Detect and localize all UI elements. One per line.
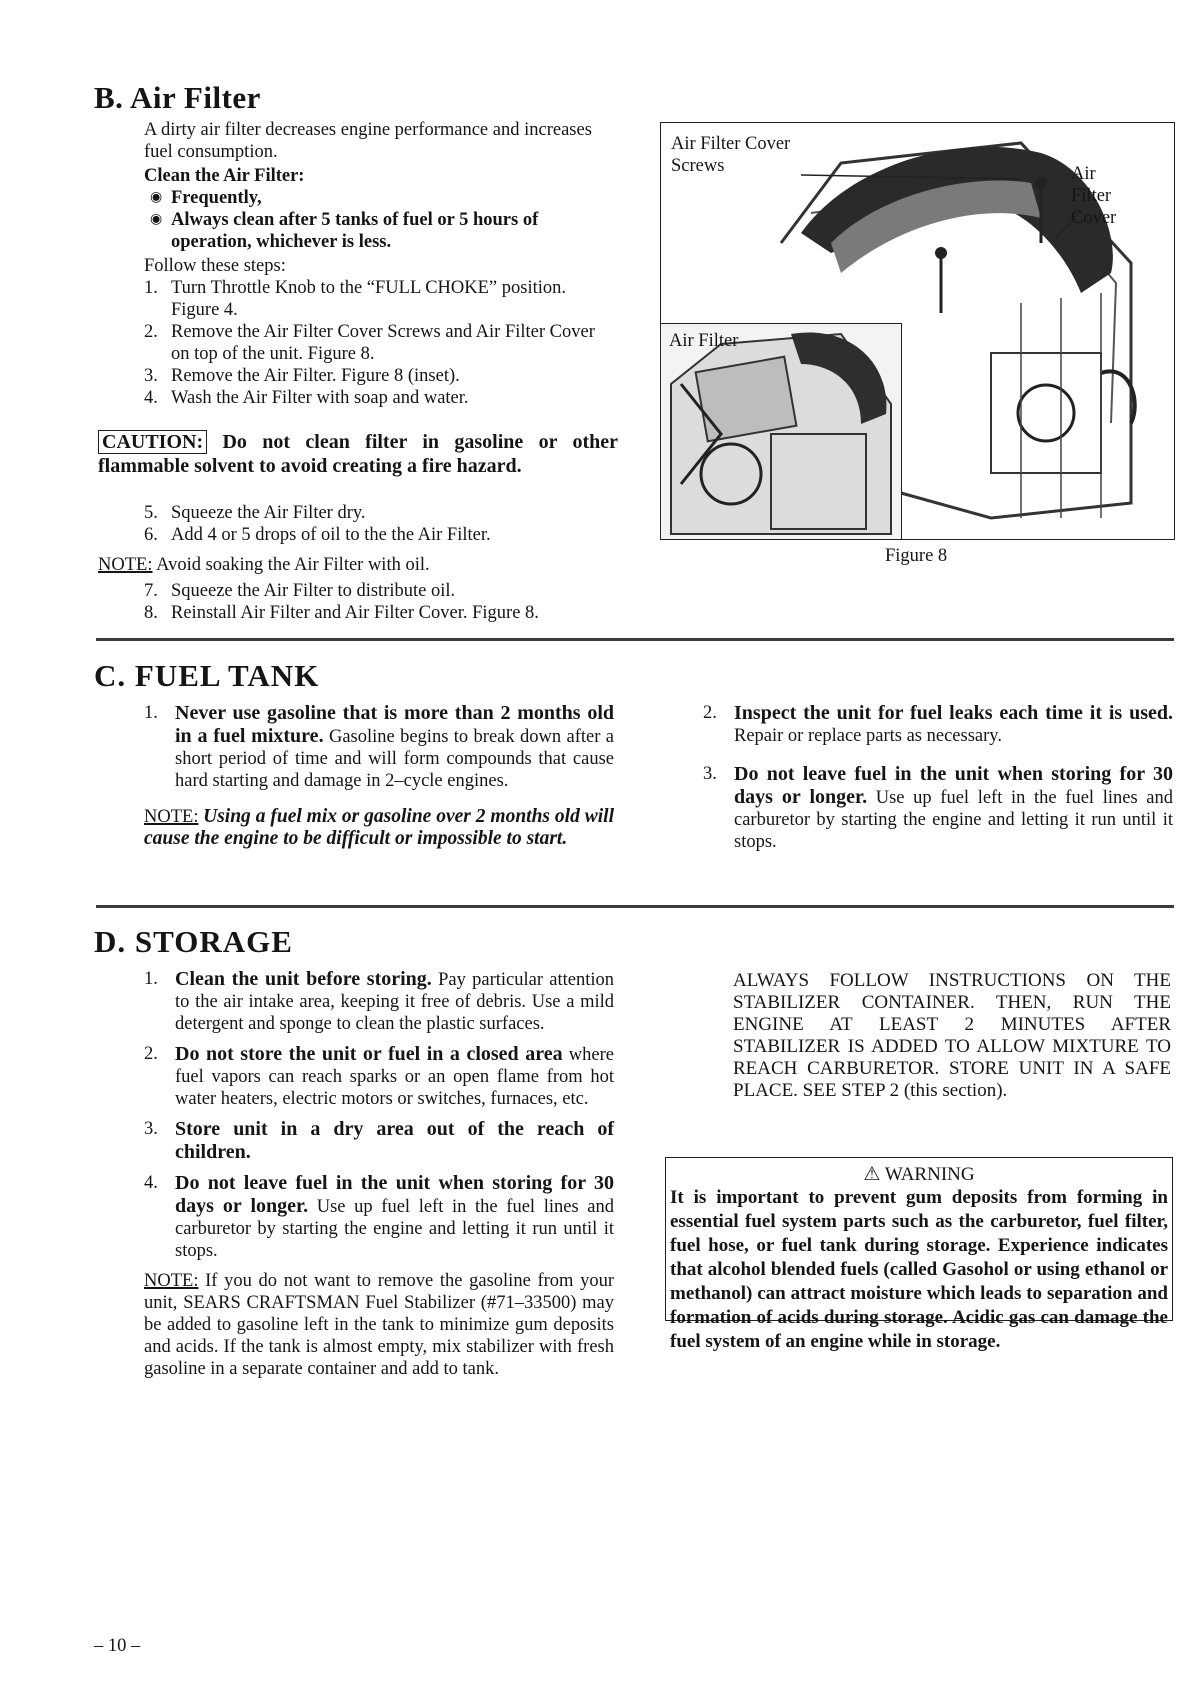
figure-8-illustration xyxy=(660,122,1175,540)
caution-paragraph xyxy=(98,430,618,478)
steps-list-c xyxy=(144,580,614,624)
stabilizer-instructions: ALWAYS FOLLOW INSTRUCTIONS ON THE STABILIZER CONTAINER. THEN, RUN THE ENGINE AT LEAST 2 MINUTES AFTER STABILIZER IS ADDED TO ALLOW MIXTURE TO REACH CARBURETOR. STORE UNIT IN A SAFE PLACE. SEE STEP 2 (this section). xyxy=(733,970,1171,1101)
caution-label: CAUTION: xyxy=(98,430,207,454)
warning-box xyxy=(665,1157,1173,1352)
follow-steps-label: Follow these steps: xyxy=(144,256,286,276)
section-heading-air-filter: B. Air Filter xyxy=(94,80,261,115)
page-number: – 10 – xyxy=(94,1636,141,1656)
section-divider-2 xyxy=(96,905,1174,908)
list-item: 2. Inspect the unit for fuel leaks each time it is used. Repair or replace parts as necessary. xyxy=(703,702,1173,746)
list-item: 6. Add 4 or 5 drops of oil to the the Air Filter. xyxy=(144,525,491,545)
note-text: Avoid soaking the Air Filter with oil. xyxy=(156,555,430,575)
list-item: ◉ Always clean after 5 tanks of fuel or 5 hours of operation, whichever is less. xyxy=(150,210,539,252)
list-item: ◉ Frequently, xyxy=(150,188,262,208)
fuel-tank-left-column xyxy=(144,702,614,850)
storage-left-column xyxy=(144,968,614,1380)
figure-8-inset xyxy=(661,323,902,539)
list-item: 3. Remove the Air Filter. Figure 8 (inset). xyxy=(144,366,460,386)
section-divider-1 xyxy=(96,638,1174,641)
caution-text: Do not clean filter in gasoline or other flammable solvent to avoid creating a fire hazard. xyxy=(98,431,618,477)
list-item: 8. Reinstall Air Filter and Air Filter Cover. Figure 8. xyxy=(144,603,539,623)
list-item: 7. Squeeze the Air Filter to distribute oil. xyxy=(144,581,456,601)
clean-bullets xyxy=(144,187,614,253)
clean-air-filter-label: Clean the Air Filter: xyxy=(144,166,305,186)
bullet-icon: ◉ xyxy=(150,212,163,227)
list-item: 5. Squeeze the Air Filter dry. xyxy=(144,503,366,523)
list-item: 3. Do not leave fuel in the unit when storing for 30 days or longer. Use up fuel left in the fuel lines and carburetor by starting the engine and letting it run until it stops. xyxy=(703,763,1174,852)
section-heading-storage: D. STORAGE xyxy=(94,924,293,959)
storage-note: NOTE: If you do not want to remove the gasoline from your unit, SEARS CRAFTSMAN Fuel Stabilizer (#71–33500) may be added to gasoline left in the tank to minimize gum deposits and acids. If the tank is almost empty, mix stabilizer with fresh gasoline in a separate container and add to tank. xyxy=(144,1271,614,1379)
steps-list-b xyxy=(144,502,614,546)
air-filter-left-column xyxy=(144,119,614,409)
section-heading-fuel-tank: C. FUEL TANK xyxy=(94,658,320,693)
note-label: NOTE: xyxy=(98,555,153,575)
fuel-tank-note: NOTE: Using a fuel mix or gasoline over 2 months old will cause the engine to be difficult or impossible to start. xyxy=(144,806,614,849)
steps-list-a xyxy=(144,277,614,409)
list-item: 4. Do not leave fuel in the unit when storing for 30 days or longer. Use up fuel left in the fuel lines and carburetor by starting the engine and letting it run until it stops. xyxy=(144,1172,615,1261)
list-item: 4. Wash the Air Filter with soap and water. xyxy=(144,388,469,408)
warning-triangle-icon: ⚠ xyxy=(863,1164,881,1185)
list-item: 1. Clean the unit before storing. Pay particular attention to the air intake area, keeping it free of debris. Use a mild detergent and sponge to clean the plastic surfaces. xyxy=(144,968,614,1034)
bullet-icon: ◉ xyxy=(150,190,163,205)
warning-text: It is important to prevent gum deposits from forming in essential fuel system parts such as the carburetor, fuel filter, fuel hose, or fuel tank during storage. Experience indicates that alcohol blended fuels (called Gasohol or using ethanol or methanol) can attract moisture which leads to separation and formation of acids during storage. Acidic gas can damage the fuel system of an engine while in storage. xyxy=(670,1187,1168,1352)
steps-list-b-wrap xyxy=(144,502,614,546)
air-filter-inset-drawing xyxy=(661,324,901,539)
label-air-filter-cover-screws: Air Filter Cover Screws xyxy=(671,134,791,176)
air-filter-intro: A dirty air filter decreases engine performance and increases fuel consumption. xyxy=(144,120,592,162)
air-filter-note xyxy=(98,554,618,576)
label-air-filter-cover: Air Filter Cover xyxy=(1071,164,1117,228)
list-item: 3. Store unit in a dry area out of the reach of children. xyxy=(144,1118,614,1163)
label-air-filter-inset: Air Filter xyxy=(669,331,739,351)
list-item: 1. Never use gasoline that is more than 2 months old in a fuel mixture. Gasoline begins to break down after a short period of time and will form compounds that cause hard starting and damage in 2–cycle engines. xyxy=(144,702,614,791)
warning-title: ⚠ WARNING xyxy=(863,1164,975,1185)
steps-list-c-wrap xyxy=(144,580,614,624)
list-item: 2. Do not store the unit or fuel in a closed area where fuel vapors can reach sparks or an open flame from hot water heaters, electric motors or switches, furnaces, etc. xyxy=(144,1043,614,1109)
fuel-tank-right-column xyxy=(703,702,1173,853)
list-item: 1. Turn Throttle Knob to the “FULL CHOKE” position. Figure 4. xyxy=(144,278,566,320)
list-item: 2. Remove the Air Filter Cover Screws and Air Filter Cover on top of the unit. Figure 8. xyxy=(144,322,595,364)
figure-8-caption: Figure 8 xyxy=(885,546,948,566)
